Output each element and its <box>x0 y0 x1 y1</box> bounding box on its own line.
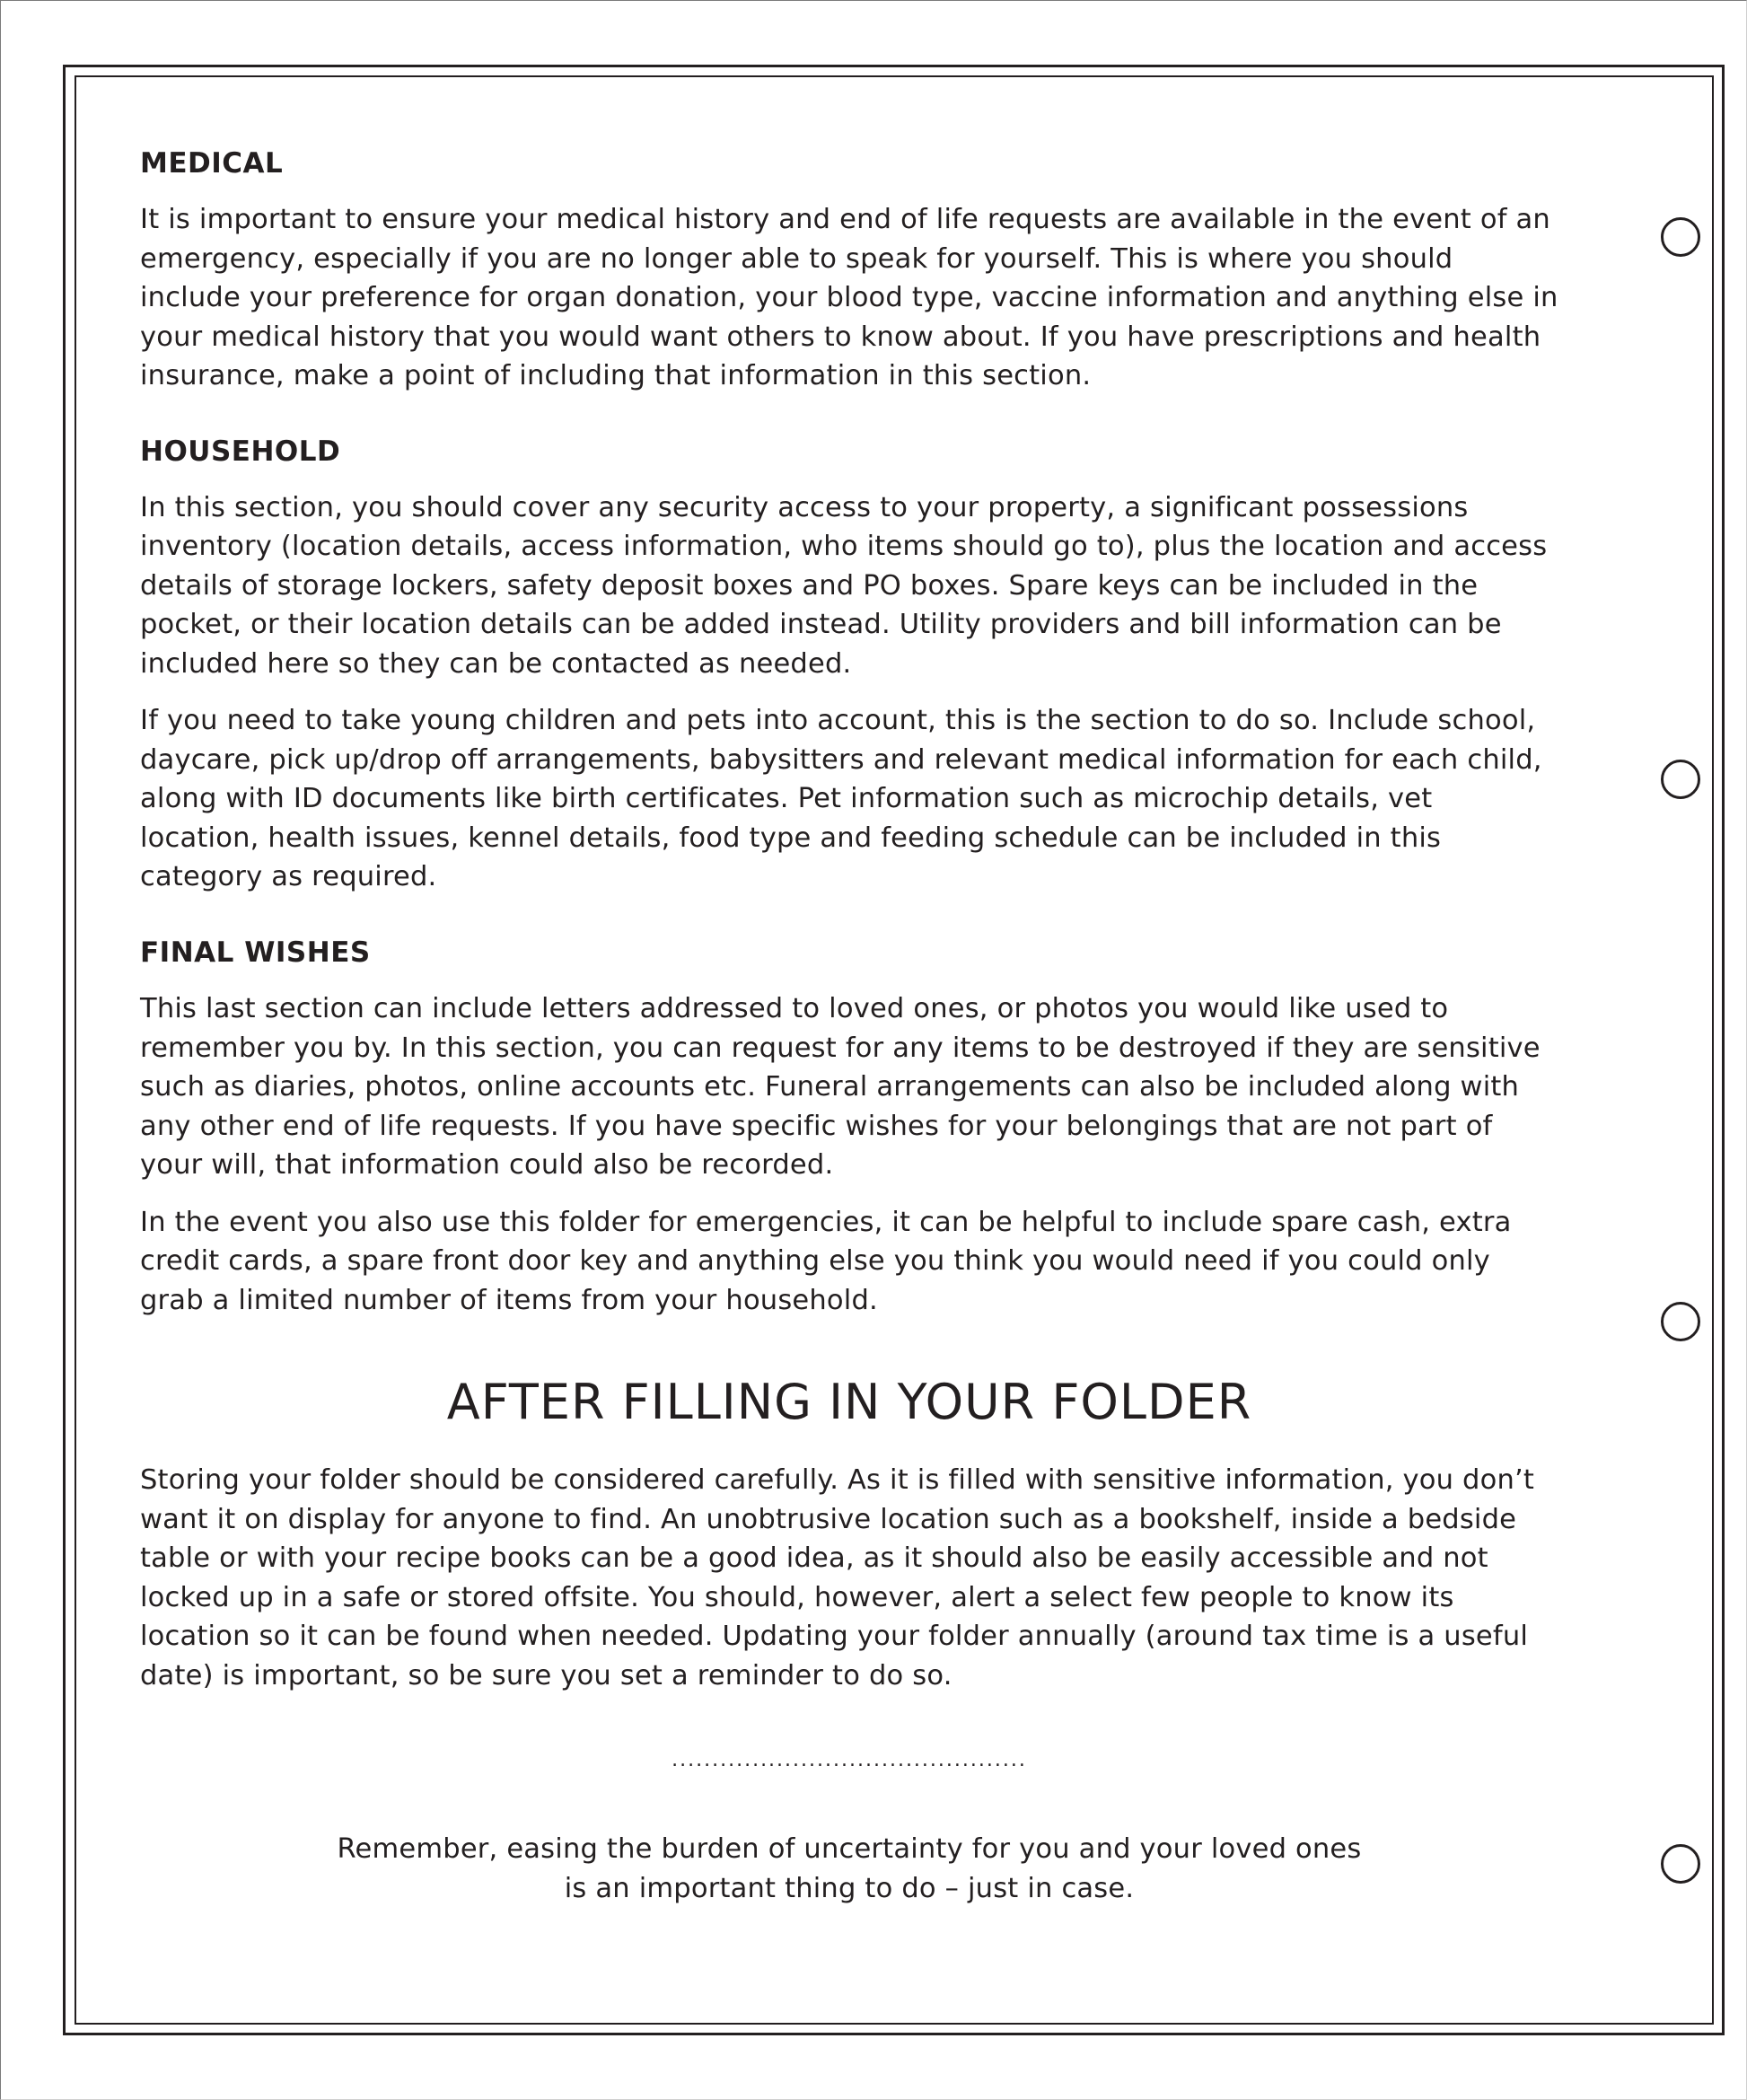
binder-hole <box>1661 217 1700 257</box>
section-household <box>140 435 1558 897</box>
section-heading: HOUSEHOLD <box>140 435 341 468</box>
paragraph: It is important to ensure your medical history and end of life requests are available in the event of an emergency, especially if you are no longer able to speak for yourself. This is where you should include your preference for organ donation, your blood type, vaccine information and anything else in your medical history that you would want others to know about. If you have prescriptions and health insurance, make a point of including that information in this section. <box>140 204 1558 392</box>
paragraph: This last section can include letters addressed to loved ones, or photos you would like used to remember you by. In this section, you can request for any items to be destroyed if they are sensitive such as diaries, photos, online accounts etc. Funeral arrangements can also be included along with any other end of life requests. If you have specific wishes for your belongings that are not part of your will, that information could also be recorded. <box>140 993 1541 1182</box>
section-heading: MEDICAL <box>140 147 284 180</box>
closing-line: is an important thing to do – just in case. <box>564 1873 1135 1905</box>
section-heading: FINAL WISHES <box>140 936 371 969</box>
paragraph: In this section, you should cover any security access to your property, a significant possessions inventory (location details, access information, who items should go to), plus the location and access details of storage lockers, safety deposit boxes and PO boxes. Spare keys can be included in the pocket, or their location details can be added instead. Utility providers and bill information can be included here so they can be contacted as needed. <box>140 491 1548 680</box>
document-body <box>140 147 1558 1909</box>
closing-line: Remember, easing the burden of uncertainty for you and your loved ones <box>337 1833 1362 1866</box>
binder-hole <box>1661 760 1700 799</box>
paragraph: In the event you also use this folder for emergencies, it can be helpful to include spare cash, extra credit cards, a spare front door key and anything else you think you would need if you could only grab a limited number of items from your household. <box>140 1206 1512 1316</box>
main-heading: AFTER FILLING IN YOUR FOLDER <box>446 1374 1252 1431</box>
paragraph: If you need to take young children and pets into account, this is the section to do so. Include school, daycare, pick up/drop off arrangements, babysitters and relevant medical information for each child, along with ID documents like birth certificates. Pet information such as microchip details, vet location, health issues, kennel details, food type and feeding schedule can be included in this category as required. <box>140 705 1542 893</box>
binder-hole <box>1661 1302 1700 1341</box>
section-medical <box>140 147 1558 396</box>
binder-hole <box>1661 1844 1700 1884</box>
closing-note <box>140 1830 1558 1909</box>
dotted-divider: ............................................ <box>672 1749 1027 1772</box>
paragraph: Storing your folder should be considered carefully. As it is filled with sensitive information, you don’t want it on display for anyone to find. An unobtrusive location such as a bookshelf, inside a bedside table or with your recipe books can be a good idea, as it should also be easily accessible and not locked up in a safe or stored offsite. You should, however, alert a select few people to know its location so it can be found when needed. Updating your folder annually (around tax time is a useful date) is important, so be sure you set a reminder to do so. <box>140 1464 1535 1691</box>
section-final-wishes <box>140 936 1558 1320</box>
